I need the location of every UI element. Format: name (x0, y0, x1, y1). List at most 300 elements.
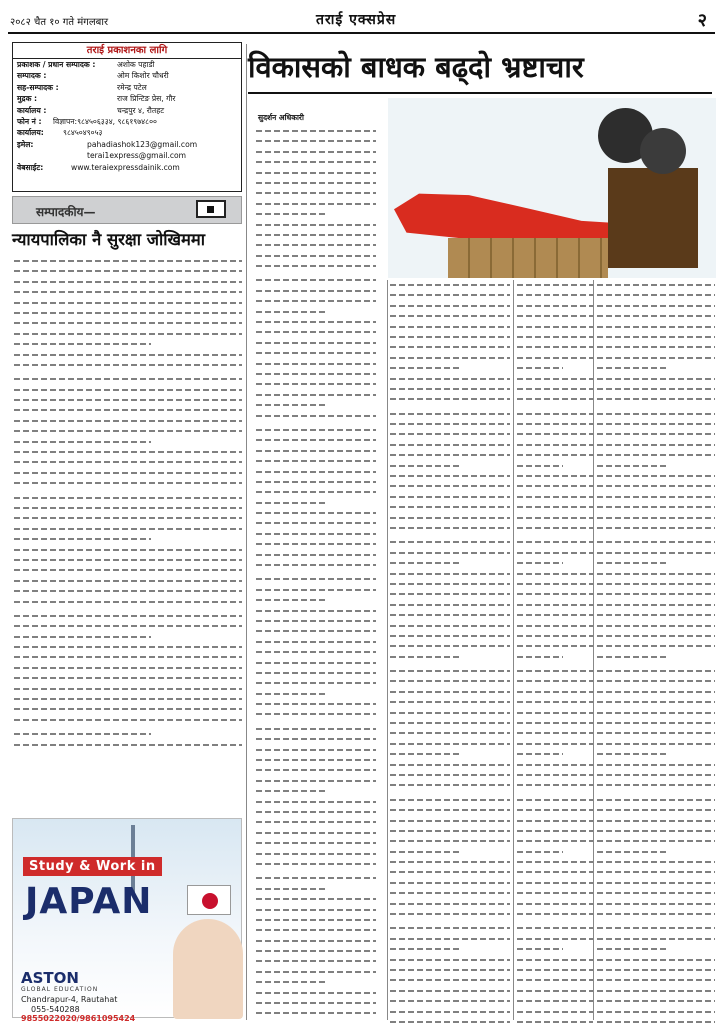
text-line (14, 663, 242, 673)
text-line (517, 899, 593, 909)
text-line (517, 440, 593, 450)
text-line (256, 251, 376, 261)
text-line (597, 923, 715, 933)
phone-label: फोन नं : (17, 116, 42, 126)
text-line (390, 749, 462, 759)
text-line (597, 780, 715, 790)
text-line (390, 523, 510, 533)
masthead-bar (8, 8, 715, 34)
text-line (256, 168, 376, 178)
text-line (14, 256, 242, 266)
text-line (14, 266, 242, 276)
text-line (256, 487, 376, 497)
text-line (390, 492, 510, 502)
text-line (517, 631, 593, 641)
text-line (256, 435, 376, 445)
japan-flag-icon (187, 885, 231, 915)
lead-story-column-3 (517, 280, 593, 1021)
text-line (256, 379, 376, 389)
text-line (390, 322, 510, 332)
text-line (390, 728, 510, 738)
text-line (517, 805, 593, 815)
text-line (256, 668, 376, 678)
text-line (390, 955, 510, 965)
info-value: राज प्रिन्टिङ प्रेस, गौर (117, 94, 176, 104)
text-line (256, 699, 376, 709)
text-line (256, 199, 376, 209)
text-line (517, 795, 593, 805)
text-line (256, 529, 376, 539)
info-value: चन्द्रपुर ४, रौतहट (117, 105, 165, 115)
text-line (256, 157, 376, 167)
text-line (517, 718, 593, 728)
lead-story-headline: विकासको बाधक बढ्दो भ्रष्टाचार (248, 44, 712, 94)
student-photo (173, 919, 243, 1019)
text-line (390, 697, 510, 707)
text-line (597, 816, 715, 826)
text-line (14, 597, 242, 607)
text-line (14, 565, 242, 575)
text-line (390, 857, 510, 867)
text-line (390, 878, 510, 888)
text-line (597, 826, 715, 836)
text-line (597, 301, 715, 311)
text-line (597, 621, 715, 631)
text-line (256, 915, 376, 925)
text-line (517, 409, 593, 419)
text-line (14, 308, 242, 318)
text-line (597, 986, 715, 996)
text-line (517, 481, 593, 491)
text-line (517, 780, 593, 790)
text-line (390, 965, 510, 975)
text-line (517, 986, 593, 996)
text-line (517, 450, 593, 460)
text-line (256, 637, 376, 647)
text-line (517, 280, 593, 290)
text-line (256, 776, 376, 786)
text-line (390, 301, 510, 311)
text-line (14, 694, 242, 704)
text-line (597, 363, 668, 373)
text-line (14, 673, 242, 683)
text-line (390, 569, 510, 579)
text-line (597, 899, 715, 909)
chair-illustration (608, 168, 698, 268)
text-line (256, 539, 376, 549)
text-line (256, 817, 376, 827)
text-line (256, 467, 376, 477)
text-line (517, 342, 593, 352)
text-line (256, 828, 376, 838)
text-line (256, 369, 376, 379)
text-line (256, 977, 328, 987)
text-line (390, 888, 510, 898)
ad-study-line: Study & Work in (23, 857, 162, 876)
text-line (517, 600, 593, 610)
text-line (597, 461, 668, 471)
website-label: वेबसाईट: (17, 162, 44, 172)
text-line (390, 374, 510, 384)
info-box-title: तराई प्रकाशनका लागि (13, 43, 241, 59)
text-line (390, 394, 510, 404)
info-label: सम्पादक : (17, 71, 47, 81)
text-line (14, 468, 242, 478)
text-line (256, 616, 376, 626)
text-line (256, 498, 328, 508)
text-line (597, 450, 715, 460)
text-line (597, 569, 715, 579)
lead-story-column-4 (597, 280, 715, 1021)
text-line (256, 560, 376, 570)
text-line (517, 878, 593, 888)
text-line (390, 384, 510, 394)
text-line (390, 666, 510, 676)
text-line (390, 909, 510, 919)
text-line (517, 944, 563, 954)
text-line (256, 178, 376, 188)
text-line (256, 188, 376, 198)
text-line (597, 847, 668, 857)
text-line (256, 838, 376, 848)
text-line (517, 909, 593, 919)
email-link[interactable]: terai1express@gmail.com (87, 151, 187, 161)
ad-address: Chandrapur-4, Rautahat (21, 995, 118, 1004)
text-line (517, 934, 593, 944)
lead-story-column-1 (256, 126, 376, 1021)
text-line (597, 589, 715, 599)
text-line (597, 795, 715, 805)
text-line (517, 363, 563, 373)
text-line (597, 332, 715, 342)
text-line (14, 545, 242, 555)
text-line (14, 715, 242, 725)
text-line (597, 537, 715, 547)
text-line (390, 548, 510, 558)
lead-story-column-2 (390, 280, 510, 1021)
text-line (256, 425, 376, 435)
text-line (14, 513, 242, 523)
text-line (390, 353, 510, 363)
text-line (597, 600, 715, 610)
page-number: २ (697, 10, 707, 31)
text-line (256, 400, 328, 410)
text-line (14, 621, 242, 631)
text-line (14, 704, 242, 714)
issue-date: २०८२ चैत १० गते मंगलबार (10, 17, 109, 28)
text-line (597, 419, 715, 429)
text-line (517, 322, 593, 332)
text-line (390, 280, 510, 290)
text-line (390, 795, 510, 805)
text-line (390, 481, 510, 491)
text-line (14, 339, 151, 349)
text-line (256, 905, 376, 915)
text-line (256, 275, 376, 285)
text-line (517, 502, 593, 512)
text-line (517, 394, 593, 404)
text-line (256, 508, 376, 518)
text-line (256, 550, 376, 560)
text-line (517, 760, 593, 770)
text-line (390, 450, 510, 460)
text-line (517, 384, 593, 394)
text-line (14, 632, 151, 642)
text-line (517, 332, 593, 342)
text-line (256, 327, 376, 337)
info-row-email-2 (13, 150, 241, 161)
editorial-body-text (14, 256, 242, 756)
text-line (390, 537, 510, 547)
text-line (14, 405, 242, 415)
info-value: रमेन्द्र पटेल (117, 82, 147, 92)
text-line (256, 956, 376, 966)
info-row-phone (13, 116, 241, 127)
text-line (390, 923, 510, 933)
info-row (13, 82, 241, 93)
text-line (14, 740, 242, 750)
text-line (517, 676, 593, 686)
text-line (597, 409, 715, 419)
text-line (517, 728, 593, 738)
text-line (256, 724, 376, 734)
text-line (390, 440, 510, 450)
text-line (597, 944, 668, 954)
text-line (390, 600, 510, 610)
text-line (597, 342, 715, 352)
text-line (597, 290, 715, 300)
text-line (597, 836, 715, 846)
text-line (597, 610, 715, 620)
text-line (597, 513, 715, 523)
text-line (597, 857, 715, 867)
text-line (256, 849, 376, 859)
text-line (597, 996, 715, 1006)
text-line (14, 534, 151, 544)
text-line (256, 147, 376, 157)
text-line (597, 353, 715, 363)
text-line (14, 652, 242, 662)
email-link[interactable]: pahadiashok123@gmail.com (87, 139, 198, 149)
text-line (14, 437, 151, 447)
text-line (14, 729, 151, 739)
text-line (256, 348, 376, 358)
text-line (517, 666, 593, 676)
text-line (597, 718, 715, 728)
text-line (517, 569, 593, 579)
text-line (256, 307, 328, 317)
text-line (517, 610, 593, 620)
office-value: ९८४५०४९०५३ (63, 128, 103, 138)
text-line (14, 586, 242, 596)
text-line (517, 836, 593, 846)
text-line (597, 523, 715, 533)
text-line (256, 678, 376, 688)
text-line (597, 631, 715, 641)
text-line (517, 621, 593, 631)
text-line (390, 708, 510, 718)
text-line (390, 934, 510, 944)
text-line (517, 965, 593, 975)
ad-mobile: 9855022020/9861095424 (21, 1014, 136, 1023)
text-line (597, 867, 715, 877)
text-line (517, 492, 593, 502)
text-line (597, 394, 715, 404)
text-line (390, 419, 510, 429)
text-line (517, 523, 593, 533)
advertisement-aston[interactable] (12, 818, 242, 1023)
text-line (390, 1007, 510, 1017)
text-line (597, 384, 715, 394)
column-divider (513, 280, 514, 1020)
text-line (256, 595, 328, 605)
text-line (597, 322, 715, 332)
text-line (14, 611, 242, 621)
text-line (390, 461, 462, 471)
text-line (597, 429, 715, 439)
text-line (256, 998, 376, 1008)
text-line (390, 780, 510, 790)
text-line (14, 395, 242, 405)
text-line (517, 1007, 593, 1017)
text-line (14, 385, 242, 395)
text-line (390, 332, 510, 342)
text-line (597, 481, 715, 491)
text-line (14, 350, 242, 360)
text-line (14, 426, 242, 436)
text-line (390, 409, 510, 419)
corruption-cartoon (388, 98, 716, 278)
text-line (597, 878, 715, 888)
text-line (14, 329, 242, 339)
text-line (597, 280, 715, 290)
text-line (517, 816, 593, 826)
text-line (597, 492, 715, 502)
text-line (256, 220, 376, 230)
text-line (256, 884, 328, 894)
text-line (256, 946, 376, 956)
figure-illustration (640, 128, 686, 174)
text-line (597, 749, 668, 759)
text-line (390, 944, 462, 954)
text-line (256, 1008, 376, 1018)
editorial-pen-icon (196, 200, 226, 218)
text-line (597, 558, 668, 568)
text-line (256, 126, 376, 136)
text-line (14, 287, 242, 297)
text-line (390, 311, 510, 321)
stairs-illustration (448, 238, 608, 278)
text-line (517, 301, 593, 311)
text-line (517, 888, 593, 898)
text-line (597, 502, 715, 512)
text-line (597, 579, 715, 589)
text-line (256, 745, 376, 755)
text-line (390, 826, 510, 836)
ad-phone: 055-540288 (31, 1005, 80, 1014)
text-line (256, 734, 376, 744)
website-link[interactable]: www.teraiexpressdainik.com (71, 162, 180, 172)
text-line (256, 925, 376, 935)
text-line (517, 290, 593, 300)
text-line (256, 647, 376, 657)
text-line (517, 687, 593, 697)
text-line (517, 708, 593, 718)
text-line (14, 318, 242, 328)
info-label: कार्यालय : (17, 105, 47, 115)
text-line (517, 558, 563, 568)
text-line (390, 513, 510, 523)
text-line (390, 589, 510, 599)
text-line (256, 988, 376, 998)
text-line (14, 503, 242, 513)
page-divider (246, 44, 247, 1020)
text-line (256, 477, 376, 487)
text-line (517, 923, 593, 933)
office-label: कार्यालय: (17, 128, 44, 138)
text-line (256, 585, 376, 595)
text-line (517, 697, 593, 707)
text-line (517, 374, 593, 384)
text-line (390, 847, 462, 857)
column-divider (387, 280, 388, 1020)
text-line (390, 836, 510, 846)
text-line (390, 502, 510, 512)
text-line (597, 965, 715, 975)
lead-story-byline: सुदर्शन अधिकारी (258, 113, 304, 122)
text-line (390, 816, 510, 826)
text-line (256, 286, 376, 296)
text-line (256, 574, 376, 584)
info-label: सह-सम्पादक : (17, 82, 59, 92)
info-label: प्रकाशक / प्रधान सम्पादक : (17, 60, 96, 69)
text-line (390, 676, 510, 686)
info-label: मुद्रक : (17, 94, 38, 104)
text-line (256, 807, 376, 817)
text-line (517, 513, 593, 523)
text-line (597, 1017, 715, 1027)
text-line (597, 805, 715, 815)
text-line (256, 136, 376, 146)
text-line (256, 240, 376, 250)
text-line (597, 739, 715, 749)
text-line (597, 888, 715, 898)
text-line (597, 1007, 715, 1017)
text-line (517, 847, 563, 857)
text-line (14, 478, 242, 488)
text-line (256, 518, 376, 528)
info-row (13, 93, 241, 104)
text-line (256, 797, 376, 807)
text-line (256, 446, 376, 456)
text-line (390, 290, 510, 300)
text-line (14, 360, 242, 370)
text-line (597, 909, 715, 919)
text-line (390, 996, 510, 1006)
text-line (256, 936, 376, 946)
text-line (517, 353, 593, 363)
text-line (597, 311, 715, 321)
text-line (390, 899, 510, 909)
text-line (517, 826, 593, 836)
text-line (517, 461, 563, 471)
text-line (390, 652, 462, 662)
text-line (256, 873, 376, 883)
text-line (597, 374, 715, 384)
ad-brand: ASTON (21, 969, 79, 987)
text-line (517, 641, 593, 651)
text-line (517, 471, 593, 481)
